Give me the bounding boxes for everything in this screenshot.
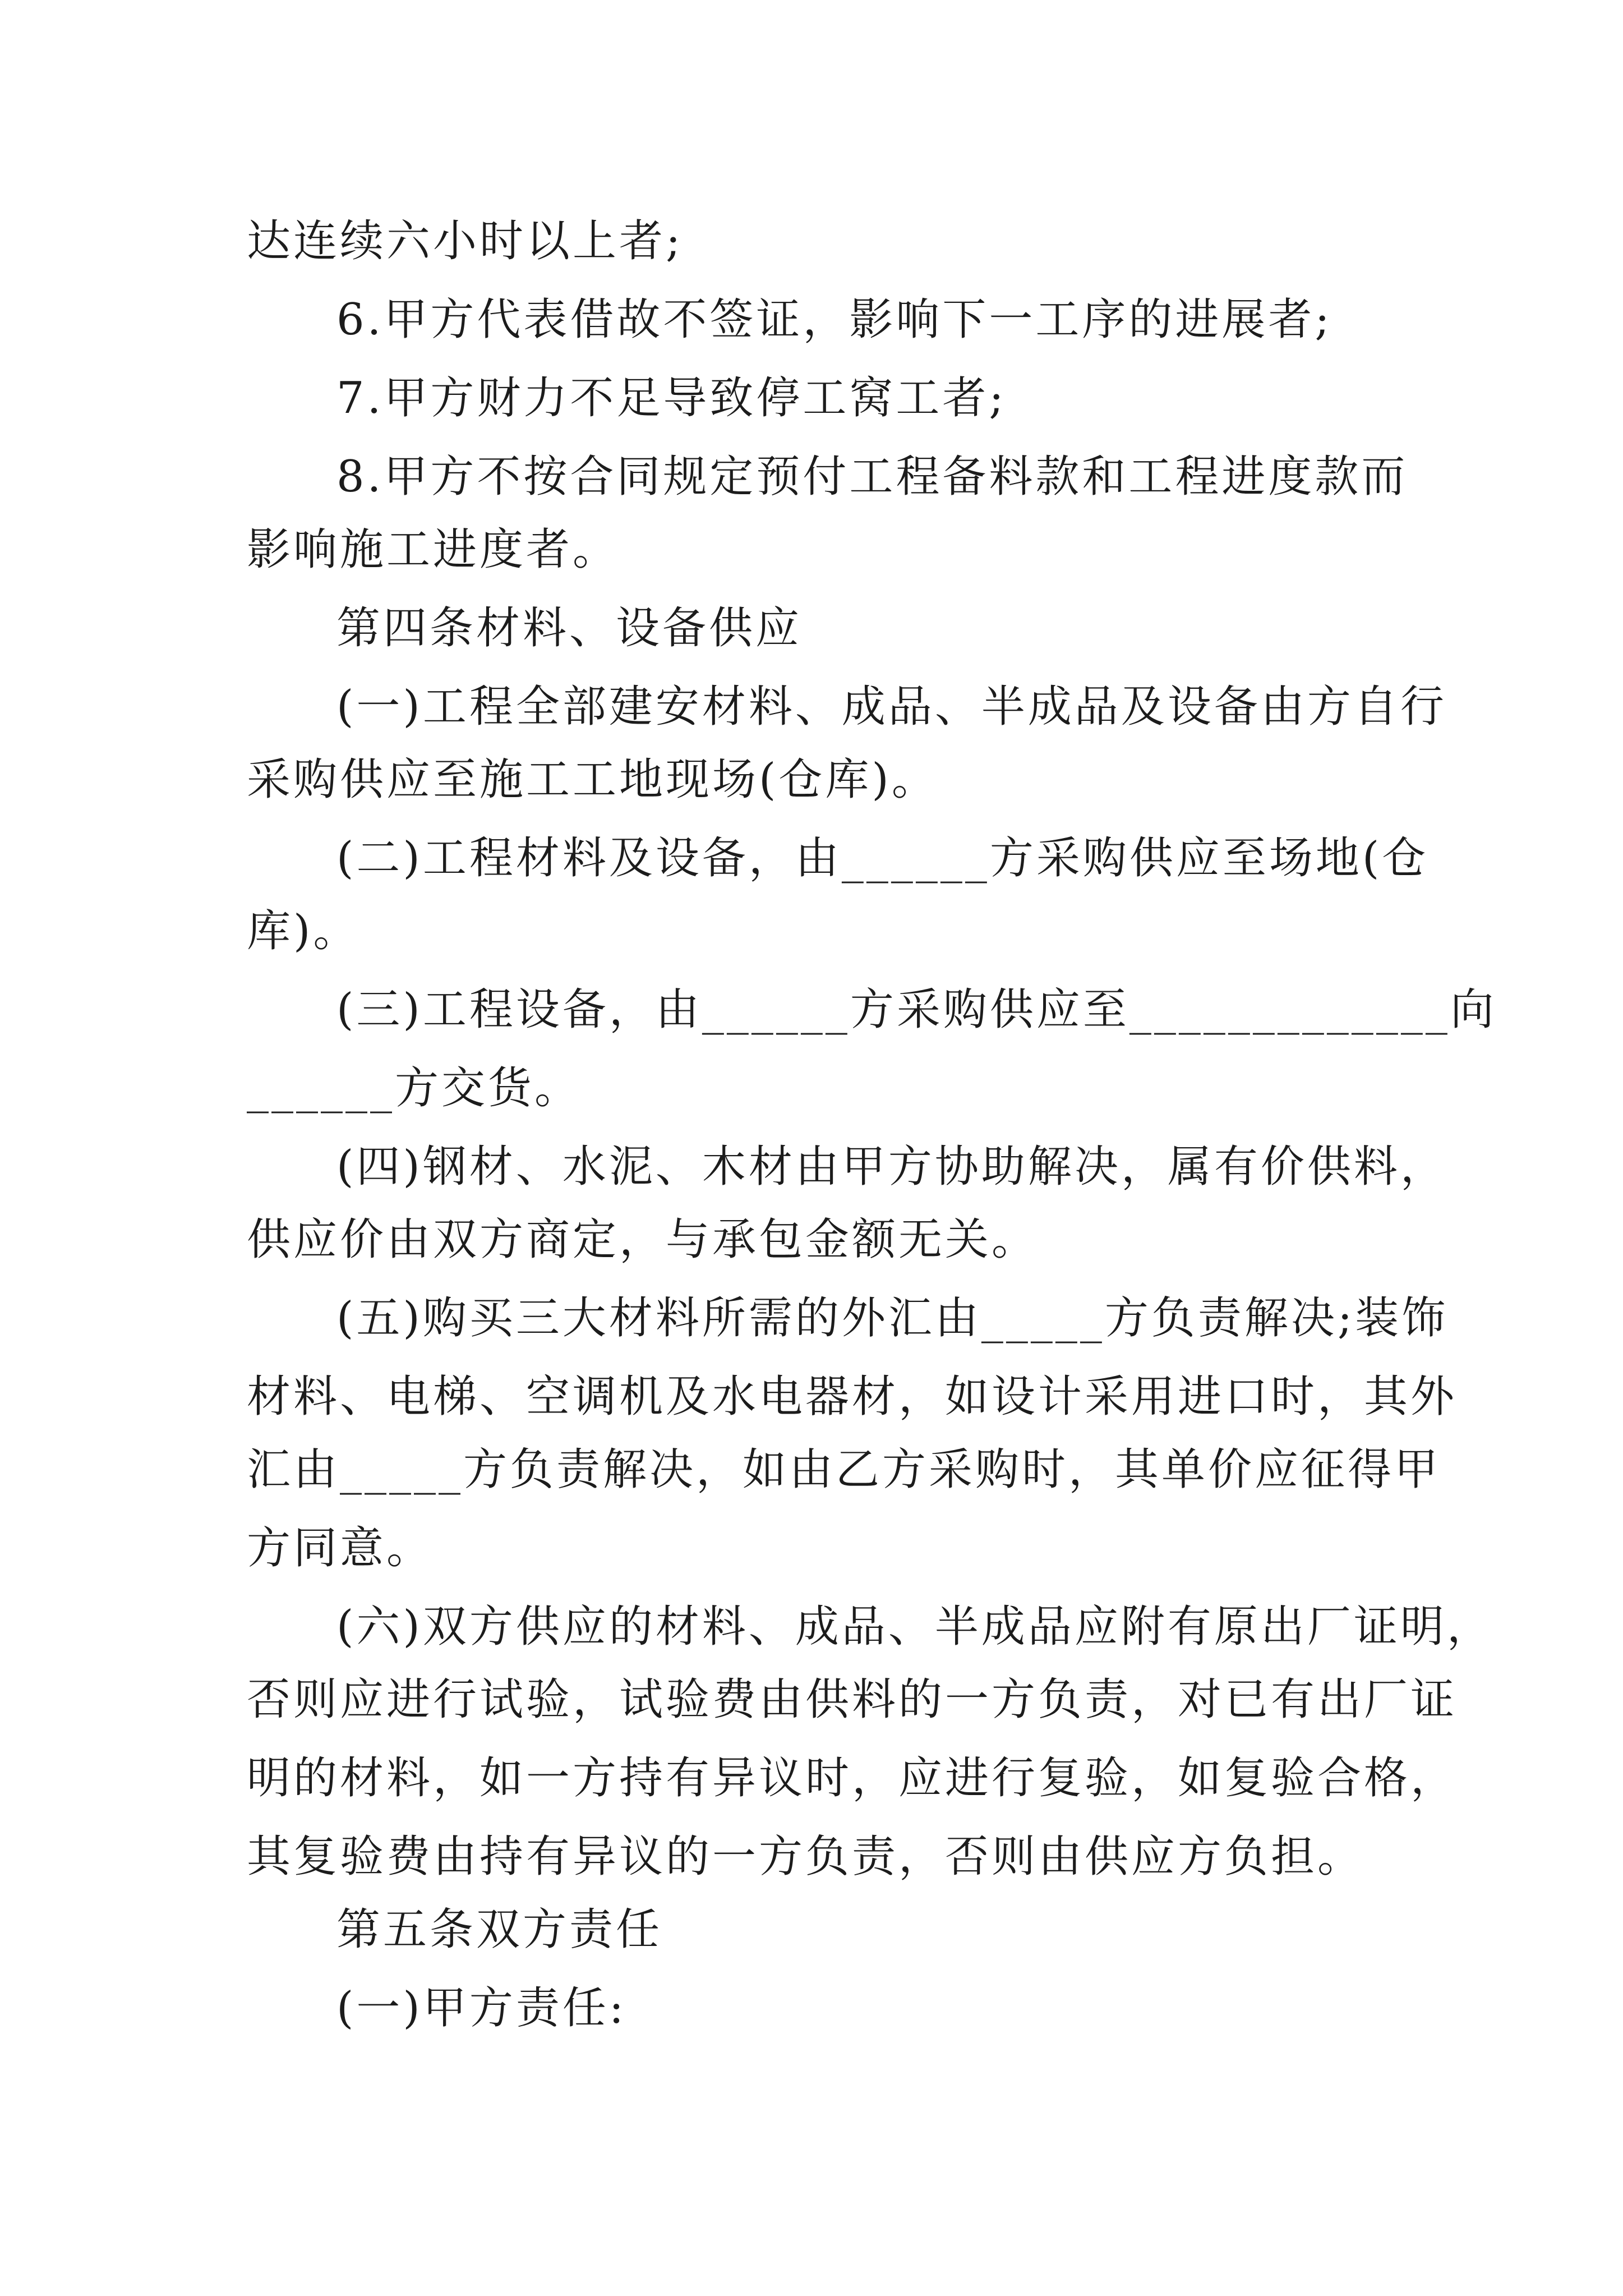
- text-line: (一)甲方责任:: [336, 1983, 627, 2033]
- text-line: 6.甲方代表借故不签证，影响下一工序的进展者;: [336, 295, 1332, 345]
- text-line: 其复验费由持有异议的一方负责，否则由供应方负担。: [247, 1832, 1364, 1882]
- text-line: 库)。: [247, 906, 360, 956]
- text-line: 8.甲方不按合同规定预付工程备料款和工程进度款而: [336, 452, 1408, 502]
- section-heading: 第四条材料、设备供应: [336, 603, 803, 654]
- text-line: 7.甲方财力不足导致停工窝工者;: [336, 373, 1007, 424]
- text-line: (二)工程材料及设备，由______方采购供应至场地(仓: [336, 833, 1429, 884]
- text-line: 达连续六小时以上者;: [247, 216, 684, 266]
- text-line: (五)购买三大材料所需的外汇由_____方负责解决;装饰: [336, 1293, 1449, 1343]
- text-line: (四)钢材、水泥、木材由甲方协助解决，属有价供料，: [336, 1142, 1447, 1192]
- text-line: 方同意。: [247, 1523, 434, 1573]
- text-line: ______方交货。: [247, 1063, 582, 1114]
- text-line: 汇由_____方负责解决，如由乙方采购时，其单价应征得甲: [247, 1444, 1441, 1495]
- text-line: (一)工程全部建安材料、成品、半成品及设备由方自行: [336, 682, 1447, 732]
- section-heading: 第五条双方责任: [336, 1904, 663, 1955]
- text-line: 影响施工进度者。: [247, 524, 620, 575]
- text-line: 明的材料，如一方持有异议时，应进行复验，如复验合格，: [247, 1753, 1458, 1803]
- text-line: 供应价由双方商定，与承包金额无关。: [247, 1214, 1039, 1265]
- text-line: 采购供应至施工工地现场(仓库)。: [247, 754, 938, 805]
- text-line: 否则应进行试验，试验费由供料的一方负责，对已有出厂证: [247, 1674, 1458, 1725]
- text-line: (三)工程设备，由______方采购供应至_____________向: [336, 984, 1497, 1035]
- text-line: 材料、电梯、空调机及水电器材，如设计采用进口时，其外: [247, 1372, 1458, 1422]
- text-line: (六)双方供应的材料、成品、半成品应附有原出厂证明，: [336, 1602, 1493, 1652]
